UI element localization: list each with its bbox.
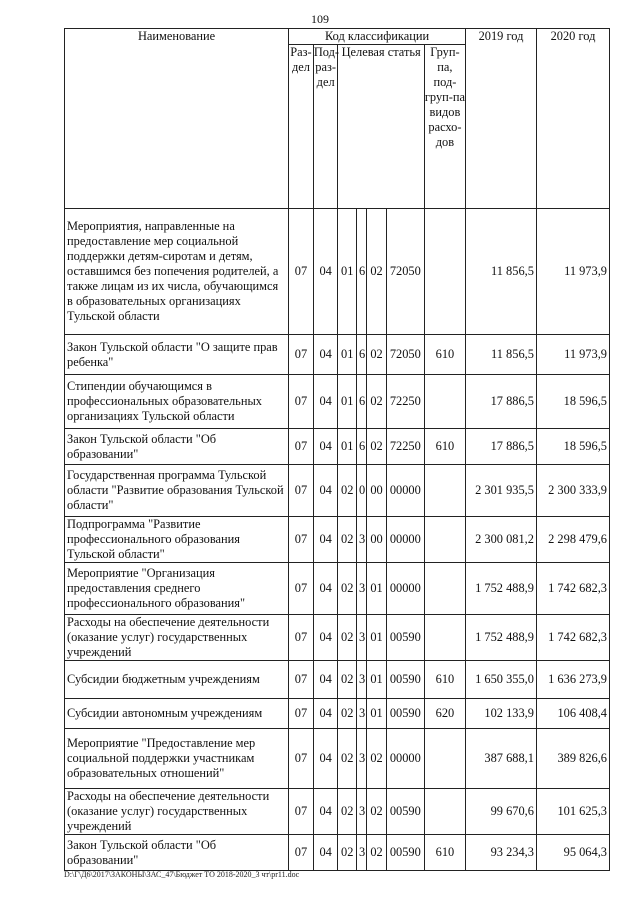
direction-code: 00590 (386, 699, 424, 729)
header-year-2019: 2019 год (466, 29, 537, 209)
subprogram-code: 6 (356, 209, 366, 335)
section-code: 07 (289, 835, 314, 871)
expense-type-code (424, 563, 465, 615)
direction-code: 72250 (386, 375, 424, 429)
header-section: Раз-дел (289, 45, 314, 209)
subsection-code: 04 (313, 517, 338, 563)
header-target-article: Целевая статья (338, 45, 424, 209)
row-name: Мероприятие "Организация предоставления среднего профессионального образования" (65, 563, 289, 615)
section-code: 07 (289, 661, 314, 699)
section-code: 07 (289, 789, 314, 835)
amount-2020: 106 408,4 (536, 699, 609, 729)
amount-2019: 11 856,5 (466, 335, 537, 375)
amount-2019: 2 301 935,5 (466, 465, 537, 517)
table-row (65, 209, 610, 335)
expense-type-code (424, 375, 465, 429)
expense-type-code (424, 729, 465, 789)
row-name: Расходы на обеспечение деятельности (оказание услуг) государственных учреждений (65, 789, 289, 835)
subsection-code: 04 (313, 615, 338, 661)
section-code: 07 (289, 465, 314, 517)
table-row (65, 563, 610, 615)
amount-2020: 11 973,9 (536, 209, 609, 335)
table-row (65, 835, 610, 871)
expense-type-code: 620 (424, 699, 465, 729)
row-name: Расходы на обеспечение деятельности (оказание услуг) государственных учреждений (65, 615, 289, 661)
row-name: Закон Тульской области "Об образовании" (65, 429, 289, 465)
row-name: Стипендии обучающимся в профессиональных образовательных организациях Тульской области (65, 375, 289, 429)
subsection-code: 04 (313, 335, 338, 375)
amount-2020: 11 973,9 (536, 335, 609, 375)
program-code: 01 (338, 335, 357, 375)
header-expense-group: Груп-па, под-груп-па видов расхо-дов (424, 45, 465, 209)
header-code-group: Код классификации (289, 29, 466, 45)
subsection-code: 04 (313, 563, 338, 615)
subprogram-code: 3 (356, 517, 366, 563)
expense-type-code (424, 789, 465, 835)
table-row (65, 699, 610, 729)
section-code: 07 (289, 429, 314, 465)
amount-2019: 2 300 081,2 (466, 517, 537, 563)
row-name: Мероприятия, направленные на предоставление мер социальной поддержки детям-сиротам и детям, оставшимся без попечения родителей, а также лицам из их числа, обучающимся в образовательных организациях Тульской области (65, 209, 289, 335)
amount-2020: 101 625,3 (536, 789, 609, 835)
row-name: Закон Тульской области "Об образовании" (65, 835, 289, 871)
amount-2019: 1 752 488,9 (466, 563, 537, 615)
event-code: 00 (367, 517, 387, 563)
amount-2020: 2 300 333,9 (536, 465, 609, 517)
file-path-footer: D:\Г\Д6\2017\ЗАКОНЫ\ЗАС_47\Бюджет ТО 2018-2020_3 чт\pr11.doc (64, 870, 300, 879)
program-code: 02 (338, 563, 357, 615)
subsection-code: 04 (313, 835, 338, 871)
amount-2020: 2 298 479,6 (536, 517, 609, 563)
amount-2020: 95 064,3 (536, 835, 609, 871)
direction-code: 72050 (386, 335, 424, 375)
expense-type-code: 610 (424, 335, 465, 375)
event-code: 02 (367, 209, 387, 335)
section-code: 07 (289, 699, 314, 729)
subsection-code: 04 (313, 209, 338, 335)
section-code: 07 (289, 517, 314, 563)
subsection-code: 04 (313, 661, 338, 699)
expense-type-code: 610 (424, 429, 465, 465)
expense-type-code: 610 (424, 661, 465, 699)
direction-code: 00000 (386, 465, 424, 517)
subsection-code: 04 (313, 699, 338, 729)
row-name: Закон Тульской области "О защите прав ребенка" (65, 335, 289, 375)
table-row (65, 375, 610, 429)
direction-code: 00590 (386, 835, 424, 871)
amount-2019: 17 886,5 (466, 429, 537, 465)
row-name: Субсидии автономным учреждениям (65, 699, 289, 729)
subprogram-code: 6 (356, 335, 366, 375)
section-code: 07 (289, 209, 314, 335)
header-subsection: Под-раз-дел (313, 45, 338, 209)
amount-2020: 1 742 682,3 (536, 563, 609, 615)
table-row (65, 335, 610, 375)
event-code: 01 (367, 661, 387, 699)
table-row (65, 729, 610, 789)
section-code: 07 (289, 615, 314, 661)
subprogram-code: 3 (356, 615, 366, 661)
page-number: 109 (311, 12, 329, 26)
event-code: 02 (367, 789, 387, 835)
subprogram-code: 3 (356, 789, 366, 835)
amount-2020: 1 742 682,3 (536, 615, 609, 661)
subprogram-code: 3 (356, 835, 366, 871)
program-code: 02 (338, 729, 357, 789)
amount-2019: 17 886,5 (466, 375, 537, 429)
direction-code: 72250 (386, 429, 424, 465)
budget-table (64, 28, 610, 871)
program-code: 01 (338, 375, 357, 429)
subprogram-code: 3 (356, 699, 366, 729)
amount-2019: 1 650 355,0 (466, 661, 537, 699)
subprogram-code: 6 (356, 429, 366, 465)
program-code: 02 (338, 699, 357, 729)
header-year-2020: 2020 год (536, 29, 609, 209)
subsection-code: 04 (313, 375, 338, 429)
row-name: Государственная программа Тульской области "Развитие образования Тульской области" (65, 465, 289, 517)
direction-code: 00000 (386, 517, 424, 563)
row-name: Мероприятие "Предоставление мер социальной поддержки участникам образовательных отношений" (65, 729, 289, 789)
table-row (65, 517, 610, 563)
subprogram-code: 3 (356, 563, 366, 615)
event-code: 01 (367, 615, 387, 661)
program-code: 02 (338, 465, 357, 517)
subsection-code: 04 (313, 729, 338, 789)
event-code: 02 (367, 335, 387, 375)
expense-type-code (424, 209, 465, 335)
amount-2019: 93 234,3 (466, 835, 537, 871)
amount-2019: 387 688,1 (466, 729, 537, 789)
direction-code: 00590 (386, 789, 424, 835)
expense-type-code (424, 615, 465, 661)
event-code: 01 (367, 699, 387, 729)
section-code: 07 (289, 335, 314, 375)
subsection-code: 04 (313, 465, 338, 517)
subprogram-code: 6 (356, 375, 366, 429)
expense-type-code (424, 517, 465, 563)
event-code: 02 (367, 835, 387, 871)
event-code: 02 (367, 429, 387, 465)
direction-code: 00000 (386, 563, 424, 615)
subprogram-code: 0 (356, 465, 366, 517)
subsection-code: 04 (313, 429, 338, 465)
direction-code: 72050 (386, 209, 424, 335)
direction-code: 00590 (386, 661, 424, 699)
program-code: 01 (338, 209, 357, 335)
event-code: 02 (367, 729, 387, 789)
amount-2020: 1 636 273,9 (536, 661, 609, 699)
section-code: 07 (289, 375, 314, 429)
program-code: 02 (338, 661, 357, 699)
amount-2019: 99 670,6 (466, 789, 537, 835)
event-code: 01 (367, 563, 387, 615)
table-body (65, 209, 610, 871)
subprogram-code: 3 (356, 729, 366, 789)
direction-code: 00000 (386, 729, 424, 789)
amount-2019: 102 133,9 (466, 699, 537, 729)
table-row (65, 661, 610, 699)
program-code: 02 (338, 789, 357, 835)
event-code: 02 (367, 375, 387, 429)
amount-2020: 389 826,6 (536, 729, 609, 789)
amount-2019: 1 752 488,9 (466, 615, 537, 661)
amount-2019: 11 856,5 (466, 209, 537, 335)
table-header (65, 29, 610, 209)
program-code: 02 (338, 615, 357, 661)
section-code: 07 (289, 729, 314, 789)
section-code: 07 (289, 563, 314, 615)
table-row (65, 615, 610, 661)
amount-2020: 18 596,5 (536, 429, 609, 465)
table-row (65, 429, 610, 465)
event-code: 00 (367, 465, 387, 517)
program-code: 02 (338, 517, 357, 563)
row-name: Субсидии бюджетным учреждениям (65, 661, 289, 699)
row-name: Подпрограмма "Развитие профессионального образования Тульской области" (65, 517, 289, 563)
subprogram-code: 3 (356, 661, 366, 699)
subsection-code: 04 (313, 789, 338, 835)
direction-code: 00590 (386, 615, 424, 661)
table-row (65, 789, 610, 835)
amount-2020: 18 596,5 (536, 375, 609, 429)
header-name: Наименование (65, 29, 289, 209)
table-row (65, 465, 610, 517)
program-code: 02 (338, 835, 357, 871)
expense-type-code (424, 465, 465, 517)
expense-type-code: 610 (424, 835, 465, 871)
program-code: 01 (338, 429, 357, 465)
